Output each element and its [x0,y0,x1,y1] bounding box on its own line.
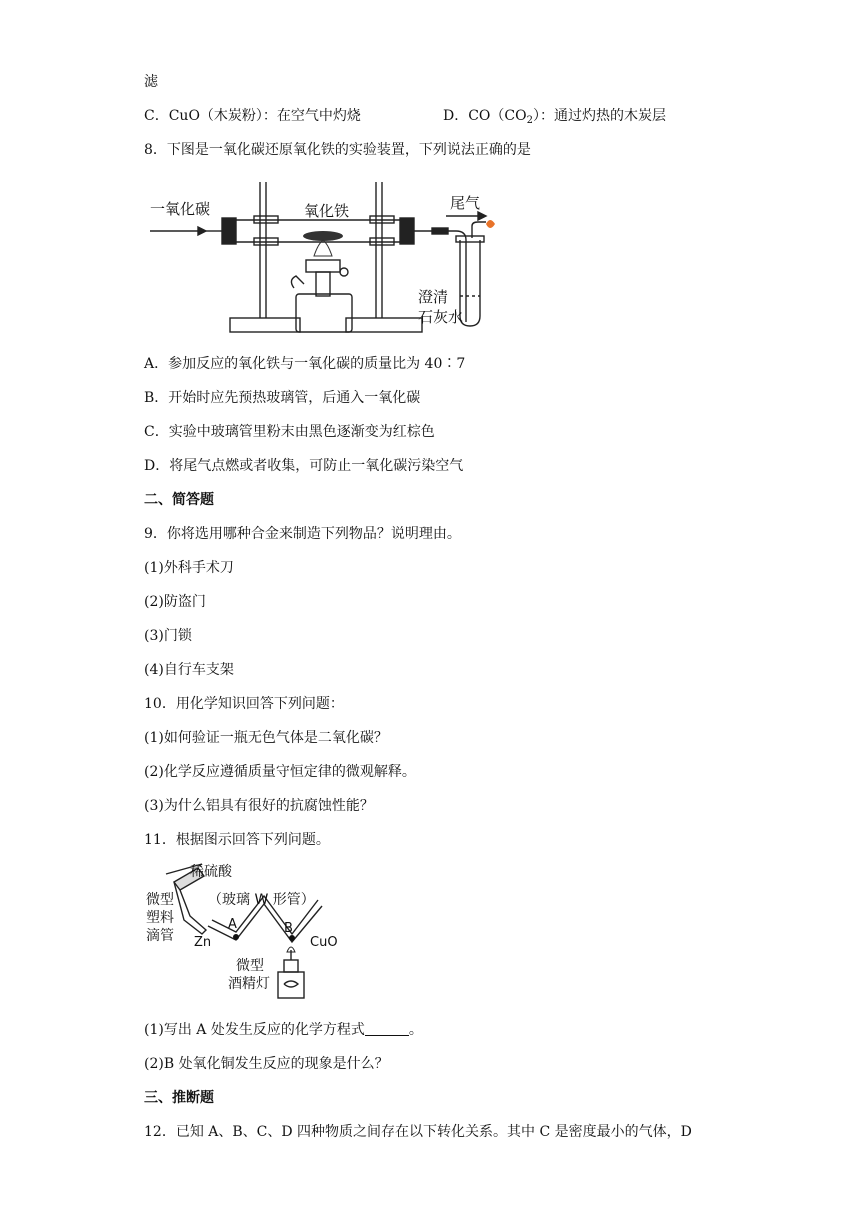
zinc-granule [233,934,239,940]
q9-item-3: (3)门锁 [144,628,192,644]
q10-item-1: (1)如何验证一瓶无色气体是二氧化碳？ [144,730,388,746]
q7-option-d: D．$CO(CO_2)$：通过灼热的木炭层 [443,108,666,126]
label-point-a: A [228,917,237,932]
answer-blank [365,1021,409,1036]
q10-item-2: (2)化学反应遵循质量守恒定律的微观解释。 [144,764,416,780]
text-fragment: 滤 [144,74,158,90]
label-dropper-1: 微型 [146,892,174,908]
w-tube-apparatus-figure [146,860,356,1000]
q11-item-2: (2)B 处氧化铜发生反应的现象是什么？ [144,1056,389,1072]
label-lamp-1: 微型 [236,958,264,974]
label-tail-gas: 尾气 [450,194,481,212]
label-iron-oxide: 氧化铁 [304,202,350,220]
q7-option-c: C．CuO（木炭粉）：在空气中灼烧 [144,108,361,124]
tail-gas-flame [486,220,495,228]
q8-stem: 8．下图是一氧化碳还原氧化铁的实验装置，下列说法正确的是 [144,142,531,158]
label-zn: Zn [194,935,212,950]
stand-base-right [346,318,422,332]
label-limewater-2: 石灰水 [418,308,464,326]
label-dilute-sulfuric-acid: 稀硫酸 [190,864,232,880]
q8-option-c: C．实验中玻璃管里粉末由黑色逐渐变为红棕色 [144,424,435,440]
q11-item-1: (1)写出 A 处发生反应的化学方程式 。 [144,1022,423,1038]
section-heading-short-answer: 二、简答题 [144,492,214,508]
co-reduction-apparatus-figure [146,176,506,336]
q9-stem: 9．你将选用哪种合金来制造下列物品？说明理由。 [144,526,461,542]
q9-item-1: (1)外科手术刀 [144,560,234,576]
label-w-tube: （玻璃 W 形管） [208,892,315,908]
q12-stem: 12．已知 A、B、C、D 四种物质之间存在以下转化关系。其中 C 是密度最小的气体，D [144,1124,692,1140]
q8-option-b: B．开始时应先预热玻璃管，后通入一氧化碳 [144,390,421,406]
q8-option-d: D．将尾气点燃或者收集，可防止一氧化碳污染空气 [144,458,464,474]
label-cuo: CuO [310,935,338,950]
label-lamp-2: 酒精灯 [228,976,270,992]
label-limewater-1: 澄清 [418,288,449,306]
q10-stem: 10．用化学知识回答下列问题： [144,696,344,712]
q8-option-a: A．参加反应的氧化铁与一氧化碳的质量比为 40∶7 [144,356,466,372]
label-co-inlet: 一氧化碳 [150,200,211,218]
q9-item-2: (2)防盗门 [144,594,206,610]
section-heading-inference: 三、推断题 [144,1090,214,1106]
q10-item-3: (3)为什么铝具有很好的抗腐蚀性能？ [144,798,374,814]
q11-stem: 11．根据图示回答下列问题。 [144,832,330,848]
label-dropper-3: 滴管 [146,928,174,944]
stand-base-left [230,318,300,332]
label-dropper-2: 塑料 [146,910,174,926]
label-point-b: B [284,921,293,936]
q9-item-4: (4)自行车支架 [144,662,234,678]
